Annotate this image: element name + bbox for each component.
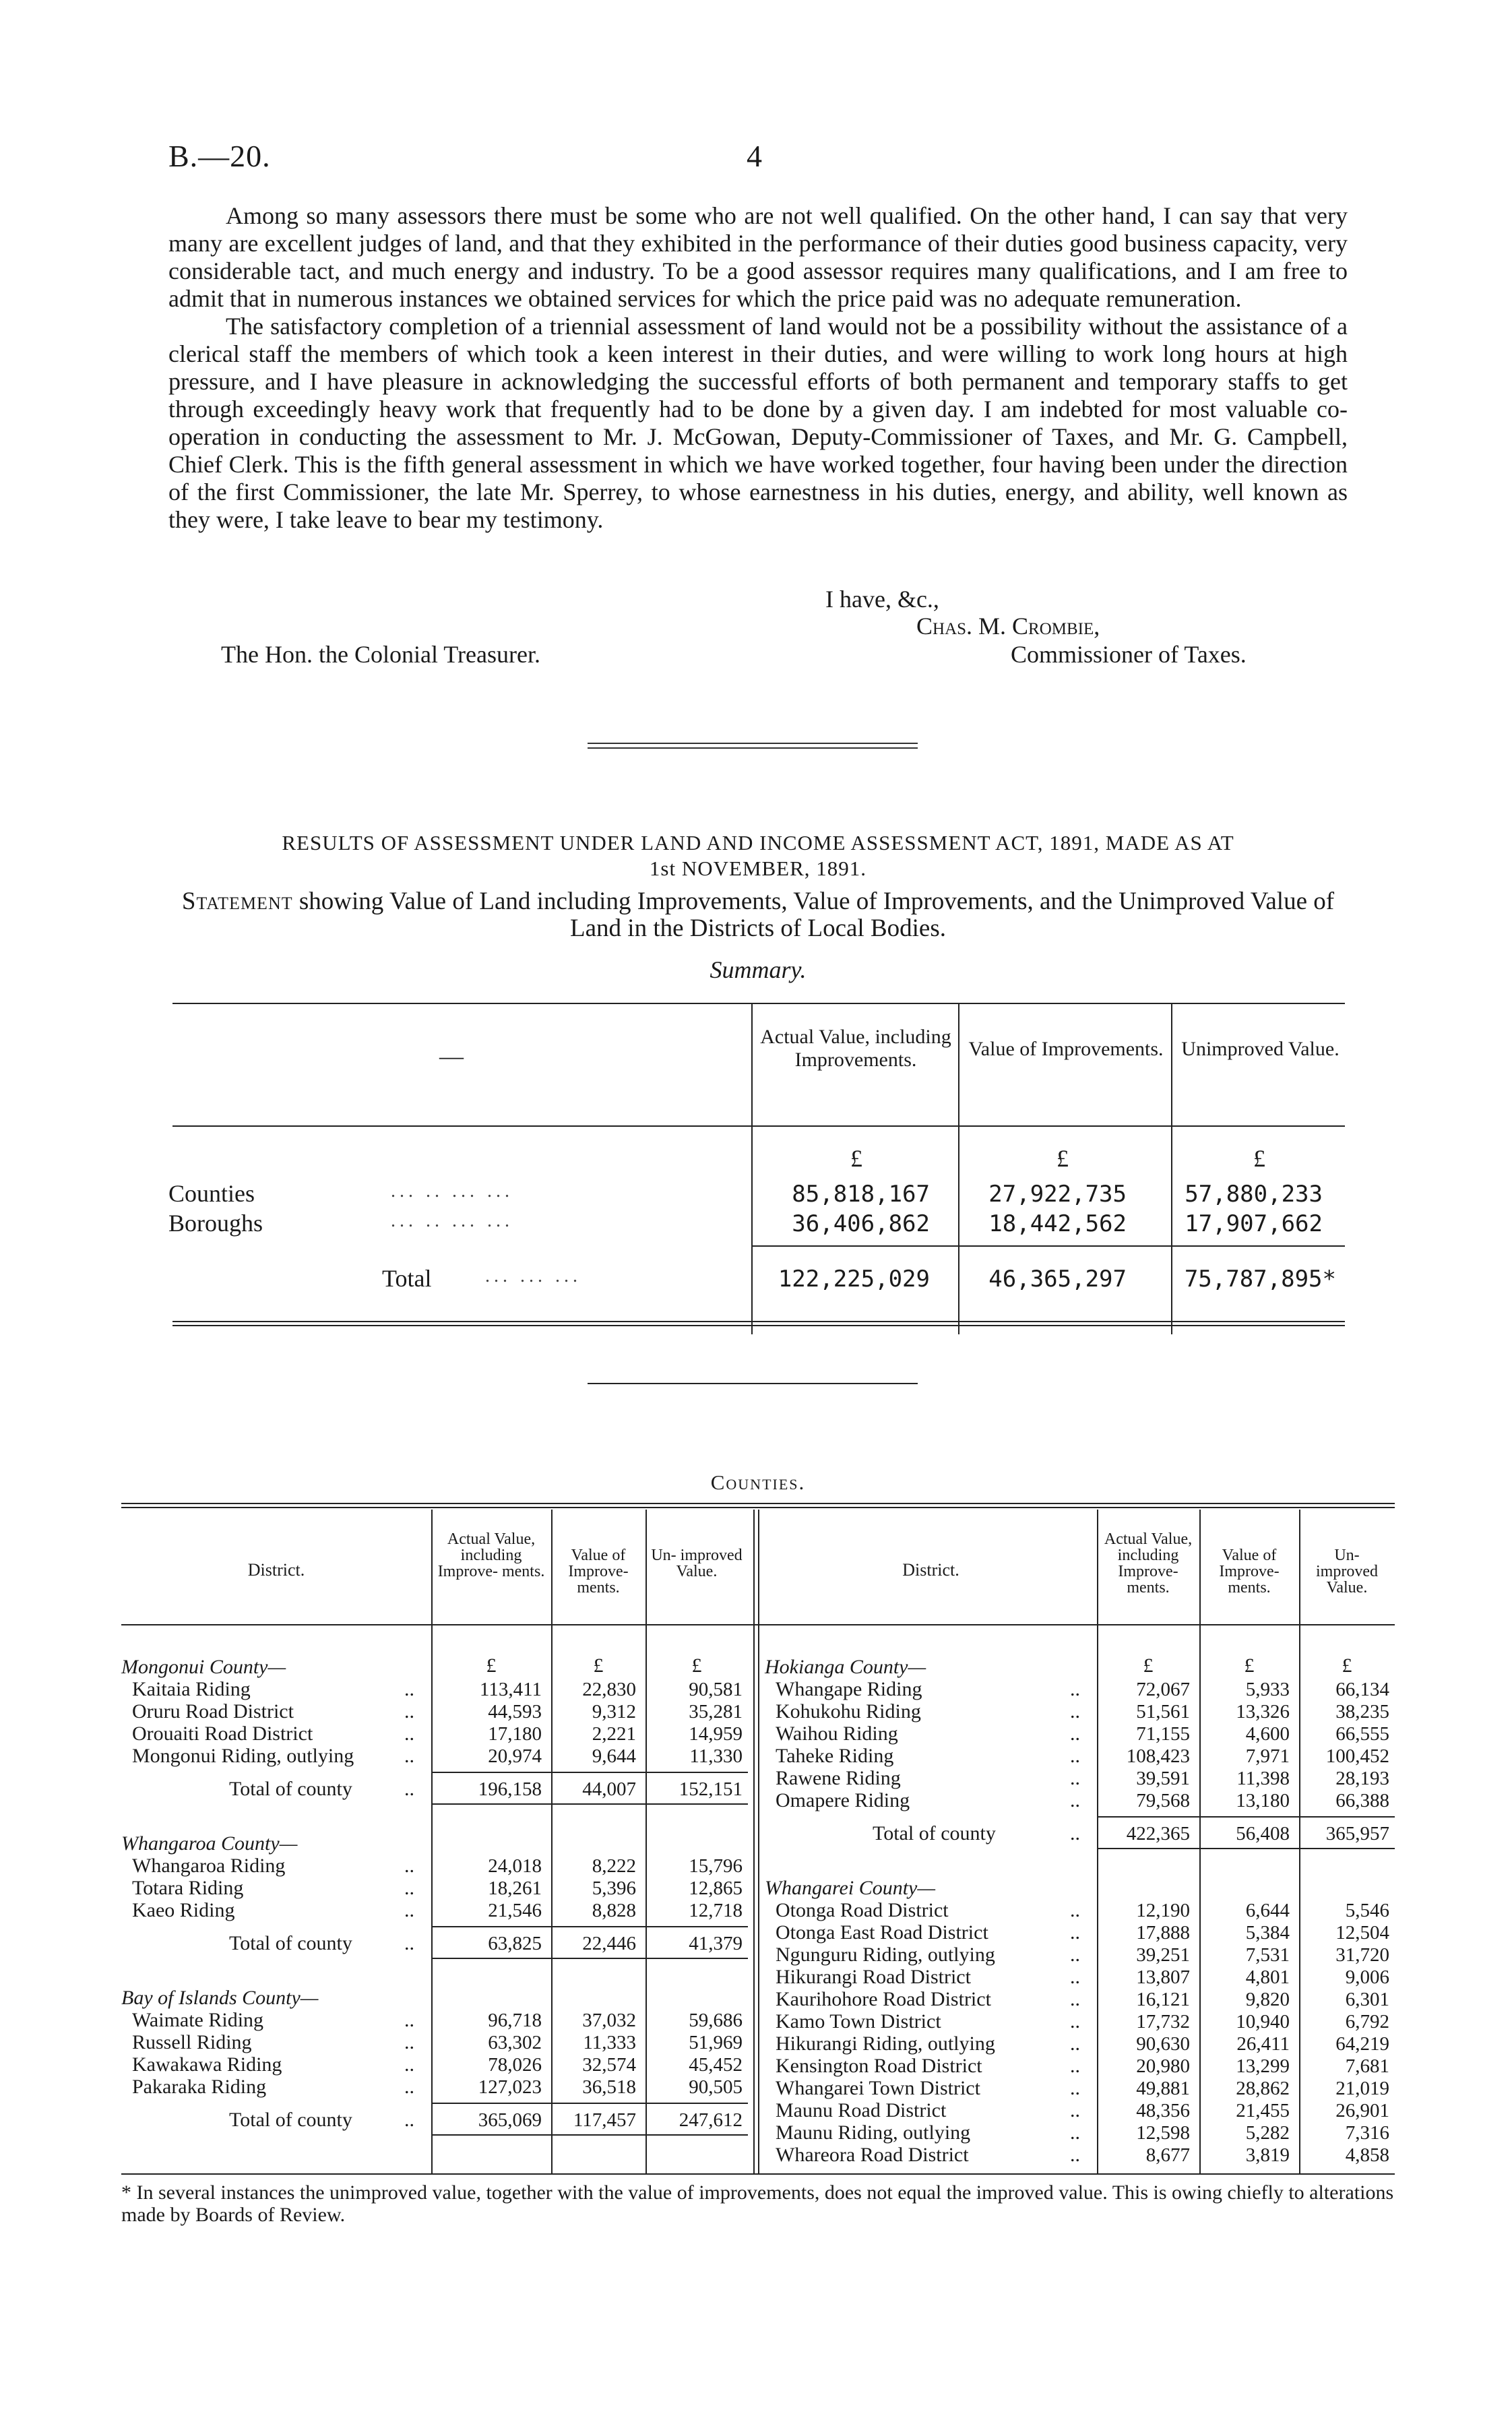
cell-unimproved: 12,718 bbox=[689, 1900, 743, 1921]
cell-improvements: 3,819 bbox=[1245, 2144, 1290, 2166]
summary-header-actual: Actual Value, including Improvements. bbox=[760, 1026, 951, 1071]
leader-dots: .. bbox=[1070, 2144, 1080, 2166]
district-name: Rawene Riding bbox=[776, 1767, 901, 1789]
district-name: Kamo Town District bbox=[776, 2010, 941, 2033]
results-title bbox=[168, 830, 1348, 881]
statement bbox=[168, 888, 1348, 942]
summary-header-improvements: Value of Improvements. bbox=[968, 1038, 1164, 1060]
summary-leader-dots: ... .. ... ... bbox=[391, 1181, 513, 1202]
district-name: Kaeo Riding bbox=[132, 1899, 235, 1921]
cell-actual: 78,026 bbox=[488, 2054, 542, 2076]
summary-col-rule bbox=[751, 1003, 753, 1334]
summary-total-cell: 46,365,297 bbox=[988, 1266, 1127, 1293]
cell-unimproved: 9,006 bbox=[1345, 1966, 1389, 1988]
counties-title: Counties. bbox=[710, 1470, 806, 1494]
leader-dots: .. bbox=[404, 1899, 414, 1921]
leader-dots: .. bbox=[1070, 2033, 1080, 2055]
currency-symbol: £ bbox=[1342, 1654, 1352, 1677]
district-name: Maunu Road District bbox=[776, 2099, 947, 2121]
cell-unimproved: 28,193 bbox=[1335, 1768, 1389, 1789]
summary-leader-dots: ... .. ... ... bbox=[391, 1210, 513, 1231]
district-name: Maunu Riding, outlying bbox=[776, 2121, 971, 2144]
cell-actual: 13,807 bbox=[1136, 1966, 1190, 1988]
district-name: Whareora Road District bbox=[776, 2144, 969, 2166]
cell-actual: 16,121 bbox=[1136, 1989, 1190, 2010]
district-name: Waihou Riding bbox=[776, 1723, 898, 1745]
currency-symbol: £ bbox=[486, 1654, 497, 1677]
counties-center-rule bbox=[758, 1510, 759, 2173]
leader-dots: .. bbox=[1070, 1899, 1080, 1921]
leader-dots: .. bbox=[1070, 1944, 1080, 1966]
cell-improvements: 5,282 bbox=[1245, 2122, 1290, 2144]
currency-improvements: £ bbox=[1057, 1145, 1069, 1172]
currency-symbol: £ bbox=[593, 1654, 604, 1677]
statement-label: Statement bbox=[181, 888, 293, 915]
cell-unimproved: 66,555 bbox=[1335, 1723, 1389, 1745]
summary-cell: 17,907,662 bbox=[1185, 1210, 1323, 1237]
currency-symbol: £ bbox=[1143, 1654, 1154, 1677]
county-total-label: Total of county bbox=[229, 1778, 352, 1800]
header-unimproved: Un- improved Value. bbox=[1316, 1547, 1378, 1596]
cell-unimproved: 12,504 bbox=[1335, 1922, 1389, 1944]
cell-actual: 8,677 bbox=[1145, 2144, 1190, 2166]
cell-actual: 20,980 bbox=[1136, 2055, 1190, 2077]
cell-unimproved: 38,235 bbox=[1335, 1701, 1389, 1723]
currency-unimproved: £ bbox=[1253, 1145, 1265, 1172]
letter-paragraph: The satisfactory completion of a triennial assessment of land would not be a possibility without the assistance of a clerical staff the members of which took a keen interest in their duties, and were willing to work long hours at high pressure, and I have pleasure in acknowledging the successful efforts of both permanent and temporary staffs to get through exceedingly heavy work that frequently had to be done by a given day. I am indebted for most valuable co-operation in conducting the assessment to Mr. J. McGowan, Deputy-Commissioner of Taxes, and Mr. G. Campbell, Chief Clerk. This is the fifth general assessment in which we have worked together, four having been under the direction of the first Commissioner, the late Mr. Sperrey, to whose earnestness in his duties, energy, and ability, well known as they were, I take leave to bear my testimony. bbox=[168, 313, 1348, 533]
district-name: Pakaraka Riding bbox=[132, 2076, 267, 2098]
leader-dots: .. bbox=[404, 2053, 414, 2076]
cell-unimproved: 5,546 bbox=[1345, 1900, 1389, 1921]
cell-unimproved: 6,301 bbox=[1345, 1989, 1389, 2010]
signature-title: Commissioner of Taxes. bbox=[1011, 641, 1247, 668]
cell-actual: 24,018 bbox=[488, 1855, 542, 1877]
cell-improvements: 6,644 bbox=[1245, 1900, 1290, 1921]
summary-total-cell: 75,787,895* bbox=[1184, 1266, 1336, 1293]
total-rule bbox=[1097, 1848, 1395, 1849]
cell-actual: 12,598 bbox=[1136, 2122, 1190, 2144]
cell-actual: 12,190 bbox=[1136, 1900, 1190, 1921]
cell-actual: 113,411 bbox=[479, 1679, 542, 1700]
cell-improvements: 5,396 bbox=[592, 1878, 636, 1899]
counties-bottom-rule bbox=[121, 2173, 1395, 2175]
document-code: B.—20. bbox=[168, 139, 271, 173]
total-rule bbox=[431, 2103, 748, 2104]
summary-total-cell: 122,225,029 bbox=[778, 1266, 930, 1293]
leader-dots: .. bbox=[1070, 1745, 1080, 1767]
leader-dots: .. bbox=[1070, 1921, 1080, 1944]
total-unimproved: 365,957 bbox=[1325, 1823, 1389, 1844]
cell-improvements: 4,801 bbox=[1245, 1966, 1290, 1988]
cell-improvements: 9,644 bbox=[592, 1745, 636, 1767]
currency-actual: £ bbox=[850, 1145, 862, 1172]
cell-actual: 21,546 bbox=[488, 1900, 542, 1921]
cell-unimproved: 66,134 bbox=[1335, 1679, 1389, 1700]
header-improvements: Value of Improve- ments. bbox=[568, 1547, 629, 1596]
cell-actual: 49,881 bbox=[1136, 2078, 1190, 2099]
cell-actual: 39,251 bbox=[1136, 1944, 1190, 1966]
cell-unimproved: 12,865 bbox=[689, 1878, 743, 1899]
cell-improvements: 13,326 bbox=[1236, 1701, 1290, 1723]
leader-dots: .. bbox=[404, 2076, 414, 2098]
cell-improvements: 9,312 bbox=[592, 1701, 636, 1723]
leader-dots: .. bbox=[404, 1855, 414, 1877]
district-name: Kaitaia Riding bbox=[132, 1678, 251, 1700]
summary-caption: Summary. bbox=[710, 956, 807, 983]
district-name: Hikurangi Road District bbox=[776, 1966, 971, 1988]
cell-improvements: 32,574 bbox=[582, 2054, 636, 2076]
leader-dots: .. bbox=[404, 1745, 414, 1767]
cell-improvements: 11,333 bbox=[583, 2032, 636, 2053]
cell-actual: 17,732 bbox=[1136, 2011, 1190, 2033]
leader-dots: .. bbox=[1070, 2055, 1080, 2077]
cell-unimproved: 100,452 bbox=[1325, 1745, 1389, 1767]
footnote: * In several instances the unimproved value, together with the value of improvements, does not equal the improved value. This is owing chiefly to alterations made by Boards of Review. bbox=[121, 2181, 1394, 2226]
cell-actual: 20,974 bbox=[488, 1745, 542, 1767]
total-rule bbox=[431, 2134, 748, 2136]
summary-top-rule bbox=[172, 1003, 1345, 1004]
header-district: District. bbox=[902, 1560, 959, 1580]
leader-dots: .. bbox=[1070, 1822, 1080, 1844]
cell-improvements: 9,820 bbox=[1245, 1989, 1290, 2010]
cell-unimproved: 35,281 bbox=[689, 1701, 743, 1723]
results-title-line2: 1st NOVEMBER, 1891. bbox=[649, 857, 867, 880]
cell-actual: 48,356 bbox=[1136, 2100, 1190, 2121]
total-rule bbox=[431, 1926, 748, 1927]
leader-dots: .. bbox=[1070, 1723, 1080, 1745]
district-name: Whangape Riding bbox=[776, 1678, 922, 1700]
leader-dots: .. bbox=[404, 2109, 414, 2131]
cell-improvements: 13,299 bbox=[1236, 2055, 1290, 2077]
total-improvements: 44,007 bbox=[582, 1778, 636, 1800]
cell-unimproved: 59,686 bbox=[689, 2010, 743, 2031]
cell-unimproved: 11,330 bbox=[689, 1745, 743, 1767]
cell-improvements: 28,862 bbox=[1236, 2078, 1290, 2099]
statement-text: showing Value of Land including Improvements, Value of Improvements, and the Unimproved Value of Land in the Districts of Local Bodies. bbox=[298, 888, 1335, 942]
counties-header-rule bbox=[121, 1624, 1395, 1625]
leader-dots: .. bbox=[404, 1678, 414, 1700]
currency-symbol: £ bbox=[1244, 1654, 1255, 1677]
addressee: The Hon. the Colonial Treasurer. bbox=[221, 641, 540, 668]
district-name: Waimate Riding bbox=[132, 2009, 264, 2031]
cell-actual: 72,067 bbox=[1136, 1679, 1190, 1700]
counties-top-rule-2 bbox=[121, 1507, 1395, 1508]
cell-improvements: 7,531 bbox=[1245, 1944, 1290, 1966]
leader-dots: .. bbox=[1070, 1789, 1080, 1811]
district-name: Kawakawa Riding bbox=[132, 2053, 282, 2076]
total-improvements: 117,457 bbox=[573, 2109, 636, 2131]
cell-improvements: 13,180 bbox=[1236, 1790, 1290, 1811]
cell-unimproved: 90,505 bbox=[689, 2076, 743, 2098]
cell-actual: 51,561 bbox=[1136, 1701, 1190, 1723]
cell-actual: 17,888 bbox=[1136, 1922, 1190, 1944]
cell-actual: 79,568 bbox=[1136, 1790, 1190, 1811]
cell-improvements: 8,828 bbox=[592, 1900, 636, 1921]
cell-improvements: 26,411 bbox=[1236, 2033, 1290, 2055]
total-actual: 422,365 bbox=[1126, 1823, 1190, 1844]
district-name: Otonga East Road District bbox=[776, 1921, 988, 1944]
cell-actual: 71,155 bbox=[1136, 1723, 1190, 1745]
summary-header-rule bbox=[172, 1125, 1345, 1127]
cell-unimproved: 66,388 bbox=[1335, 1790, 1389, 1811]
county-heading: Mongonui County— bbox=[121, 1656, 286, 1678]
summary-cell: 57,880,233 bbox=[1185, 1181, 1323, 1208]
header-district: District. bbox=[247, 1560, 305, 1580]
total-rule bbox=[431, 1958, 748, 1959]
county-total-label: Total of county bbox=[229, 2109, 352, 2131]
summary-dash: — bbox=[439, 1043, 464, 1069]
district-name: Totara Riding bbox=[132, 1877, 244, 1899]
signature-name: Chas. M. Crombie, bbox=[916, 613, 1100, 640]
cell-actual: 63,302 bbox=[488, 2032, 542, 2053]
county-heading: Hokianga County— bbox=[765, 1656, 926, 1678]
total-unimproved: 247,612 bbox=[679, 2109, 743, 2131]
summary-cell: 18,442,562 bbox=[988, 1210, 1127, 1237]
leader-dots: .. bbox=[404, 1932, 414, 1954]
cell-unimproved: 21,019 bbox=[1335, 2078, 1389, 2099]
county-heading: Whangaroa County— bbox=[121, 1832, 298, 1855]
total-unimproved: 41,379 bbox=[689, 1933, 743, 1954]
letter-closing: I have, &c., bbox=[825, 586, 939, 613]
summary-leader-dots: ... ... ... bbox=[485, 1266, 581, 1286]
leader-dots: .. bbox=[404, 2009, 414, 2031]
district-name: Russell Riding bbox=[132, 2031, 252, 2053]
cell-unimproved: 90,581 bbox=[689, 1679, 743, 1700]
leader-dots: .. bbox=[404, 1700, 414, 1723]
district-name: Whangarei Town District bbox=[776, 2077, 980, 2099]
leader-dots: .. bbox=[1070, 2121, 1080, 2144]
summary-cell: 27,922,735 bbox=[988, 1181, 1127, 1208]
district-name: Omapere Riding bbox=[776, 1789, 910, 1811]
cell-unimproved: 6,792 bbox=[1345, 2011, 1389, 2033]
cell-improvements: 22,830 bbox=[582, 1679, 636, 1700]
leader-dots: .. bbox=[404, 1778, 414, 1800]
total-actual: 63,825 bbox=[488, 1933, 542, 1954]
district-name: Oruru Road District bbox=[132, 1700, 294, 1723]
summary-cell: 36,406,862 bbox=[792, 1210, 930, 1237]
leader-dots: .. bbox=[404, 2031, 414, 2053]
cell-actual: 39,591 bbox=[1136, 1768, 1190, 1789]
cell-actual: 17,180 bbox=[488, 1723, 542, 1745]
cell-unimproved: 51,969 bbox=[689, 2032, 743, 2053]
summary-total-label: Total bbox=[382, 1265, 432, 1292]
summary-total-rule bbox=[752, 1245, 1345, 1247]
leader-dots: .. bbox=[1070, 2099, 1080, 2121]
page-number: 4 bbox=[747, 139, 762, 173]
cell-unimproved: 7,681 bbox=[1345, 2055, 1389, 2077]
leader-dots: .. bbox=[1070, 1678, 1080, 1700]
county-total-label: Total of county bbox=[873, 1822, 996, 1844]
total-improvements: 22,446 bbox=[582, 1933, 636, 1954]
county-total-label: Total of county bbox=[229, 1932, 352, 1954]
cell-unimproved: 15,796 bbox=[689, 1855, 743, 1877]
district-name: Mongonui Riding, outlying bbox=[132, 1745, 354, 1767]
header-improvements: Value of Improve- ments. bbox=[1219, 1547, 1280, 1596]
cell-actual: 127,023 bbox=[478, 2076, 542, 2098]
cell-unimproved: 7,316 bbox=[1345, 2122, 1389, 2144]
summary-row-label: Counties bbox=[168, 1180, 255, 1207]
currency-symbol: £ bbox=[691, 1654, 702, 1677]
total-unimproved: 152,151 bbox=[679, 1778, 743, 1800]
total-improvements: 56,408 bbox=[1236, 1823, 1290, 1844]
cell-unimproved: 64,219 bbox=[1335, 2033, 1389, 2055]
counties-center-rule bbox=[753, 1510, 755, 2173]
leader-dots: .. bbox=[404, 1877, 414, 1899]
cell-improvements: 2,221 bbox=[592, 1723, 636, 1745]
summary-bottom-rule-2 bbox=[172, 1325, 1345, 1326]
total-actual: 365,069 bbox=[478, 2109, 542, 2131]
cell-unimproved: 26,901 bbox=[1335, 2100, 1389, 2121]
letter-body bbox=[168, 202, 1348, 534]
section-divider bbox=[588, 743, 918, 749]
cell-actual: 96,718 bbox=[488, 2010, 542, 2031]
leader-dots: .. bbox=[1070, 1767, 1080, 1789]
cell-unimproved: 14,959 bbox=[689, 1723, 743, 1745]
summary-col-rule bbox=[958, 1003, 959, 1334]
summary-header-unimproved: Unimproved Value. bbox=[1181, 1038, 1340, 1060]
district-name: Whangaroa Riding bbox=[132, 1855, 286, 1877]
cell-improvements: 7,971 bbox=[1245, 1745, 1290, 1767]
cell-actual: 90,630 bbox=[1136, 2033, 1190, 2055]
district-name: Kensington Road District bbox=[776, 2055, 982, 2077]
cell-improvements: 10,940 bbox=[1236, 2011, 1290, 2033]
leader-dots: .. bbox=[1070, 1966, 1080, 1988]
summary-col-rule bbox=[1171, 1003, 1172, 1334]
cell-improvements: 36,518 bbox=[582, 2076, 636, 2098]
header-actual: Actual Value, including Improve- ments. bbox=[437, 1530, 545, 1580]
cell-improvements: 5,384 bbox=[1245, 1922, 1290, 1944]
total-rule bbox=[431, 1772, 748, 1773]
cell-improvements: 37,032 bbox=[582, 2010, 636, 2031]
cell-unimproved: 31,720 bbox=[1335, 1944, 1389, 1966]
district-name: Hikurangi Riding, outlying bbox=[776, 2033, 995, 2055]
cell-improvements: 21,455 bbox=[1236, 2100, 1290, 2121]
header-unimproved: Un- improved Value. bbox=[651, 1547, 743, 1580]
leader-dots: .. bbox=[404, 1723, 414, 1745]
leader-dots: .. bbox=[1070, 2077, 1080, 2099]
cell-unimproved: 4,858 bbox=[1345, 2144, 1389, 2166]
total-rule bbox=[1097, 1816, 1395, 1818]
summary-bottom-rule-1 bbox=[172, 1321, 1345, 1322]
section-divider-2 bbox=[588, 1383, 918, 1384]
district-name: Otonga Road District bbox=[776, 1899, 949, 1921]
leader-dots: .. bbox=[1070, 1700, 1080, 1723]
total-actual: 196,158 bbox=[478, 1778, 542, 1800]
county-heading: Whangarei County— bbox=[765, 1877, 936, 1899]
cell-improvements: 4,600 bbox=[1245, 1723, 1290, 1745]
district-name: Kohukohu Riding bbox=[776, 1700, 921, 1723]
summary-row-label: Boroughs bbox=[168, 1210, 263, 1237]
cell-unimproved: 45,452 bbox=[689, 2054, 743, 2076]
total-rule bbox=[431, 1803, 748, 1805]
leader-dots: .. bbox=[1070, 2010, 1080, 2033]
district-name: Taheke Riding bbox=[776, 1745, 894, 1767]
letter-paragraph: Among so many assessors there must be some who are not well qualified. On the other hand, I can say that very many are excellent judges of land, and that they exhibited in the performance of their duties good business capacity, very considerable tact, and much energy and industry. To be a good assessor requires many qualifications, and I am free to admit that in numerous instances we obtained services for which the price paid was no adequate remuneration. bbox=[168, 202, 1348, 312]
district-name: Kaurihohore Road District bbox=[776, 1988, 991, 2010]
cell-actual: 18,261 bbox=[488, 1878, 542, 1899]
county-heading: Bay of Islands County— bbox=[121, 1987, 319, 2009]
cell-improvements: 8,222 bbox=[592, 1855, 636, 1877]
leader-dots: .. bbox=[1070, 1988, 1080, 2010]
district-name: Ngunguru Riding, outlying bbox=[776, 1944, 995, 1966]
results-title-line1: RESULTS OF ASSESSMENT UNDER LAND AND INCOME ASSESSMENT ACT, 1891, MADE AS AT bbox=[282, 831, 1234, 855]
counties-top-rule bbox=[121, 1503, 1395, 1504]
cell-improvements: 11,398 bbox=[1236, 1768, 1290, 1789]
cell-improvements: 5,933 bbox=[1245, 1679, 1290, 1700]
cell-actual: 108,423 bbox=[1126, 1745, 1190, 1767]
summary-cell: 85,818,167 bbox=[792, 1181, 930, 1208]
header-actual: Actual Value, including Improve- ments. bbox=[1104, 1530, 1193, 1596]
district-name: Orouaiti Road District bbox=[132, 1723, 313, 1745]
cell-actual: 44,593 bbox=[488, 1701, 542, 1723]
